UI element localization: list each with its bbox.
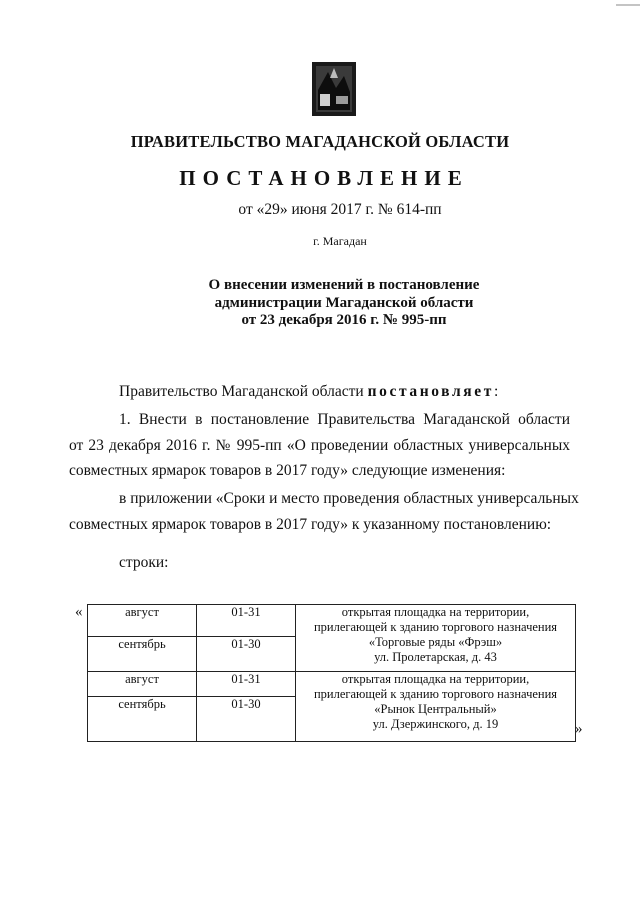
- month-cell: сентябрь: [88, 697, 197, 742]
- month-cell: август: [88, 672, 197, 697]
- place-line: «Рынок Центральный»: [374, 702, 497, 716]
- place-line: прилегающей к зданию торгового назначения: [313, 687, 558, 701]
- table-row: [88, 605, 576, 637]
- scan-corner-mark: [616, 0, 640, 8]
- coat-of-arms-emblem: [310, 60, 358, 118]
- subject-line-3: от 23 декабря 2016 г. № 995-пп: [241, 312, 447, 328]
- days-cell: 01-30: [197, 637, 296, 672]
- rows-label: строки:: [119, 554, 169, 571]
- paragraph-1-line-2: от 23 декабря 2016 г. № 995-пп «О проведении областных универсальных: [69, 437, 570, 454]
- table-close-quote: »: [575, 721, 583, 737]
- subject-line-1: О внесении изменений в постановление: [208, 277, 480, 293]
- table-open-quote: «: [75, 604, 83, 620]
- place-line: открытая площадка на территории,: [341, 672, 530, 686]
- decree-subject: [0, 277, 640, 330]
- intro-text: Правительство Магаданской области: [119, 383, 368, 400]
- decree-heading: ПОСТАНОВЛЕНИЕ: [179, 166, 469, 190]
- subject-line-2: администрации Магаданской области: [214, 294, 474, 311]
- intro-colon: :: [493, 383, 499, 400]
- place-line: «Торговые ряды «Фрэш»: [368, 635, 503, 649]
- city-name: г. Магадан: [313, 234, 367, 248]
- place-cell: [296, 672, 576, 742]
- paragraph-2-line-1: в приложении «Сроки и место проведения областных универсальных: [119, 490, 579, 507]
- month-cell: сентябрь: [88, 637, 197, 672]
- place-line: открытая площадка на территории,: [341, 605, 530, 619]
- government-title: ПРАВИТЕЛЬСТВО МАГАДАНСКОЙ ОБЛАСТИ: [130, 132, 510, 151]
- month-cell: август: [88, 605, 197, 637]
- intro-resolves: постановляет: [367, 383, 494, 400]
- place-line: прилегающей к зданию торгового назначения: [313, 620, 558, 634]
- days-cell: 01-31: [197, 605, 296, 637]
- days-cell: 01-31: [197, 672, 296, 697]
- fair-schedule-table: [87, 604, 576, 742]
- intro-paragraph: [119, 383, 498, 401]
- table-row: [88, 672, 576, 697]
- decree-date-number: от «29» июня 2017 г. № 614-пп: [238, 201, 442, 218]
- place-cell: [296, 605, 576, 672]
- paragraph-2-line-2: совместных ярмарок товаров в 2017 году» к указанному постановлению:: [69, 516, 552, 533]
- place-line: ул. Дзержинского, д. 19: [372, 717, 499, 731]
- paragraph-1-line-1: 1. Внести в постановление Правительства Магаданской области: [119, 411, 570, 428]
- place-line: ул. Пролетарская, д. 43: [374, 650, 497, 664]
- paragraph-1-line-3: совместных ярмарок товаров в 2017 году» следующие изменения:: [69, 462, 506, 479]
- days-cell: 01-30: [197, 697, 296, 742]
